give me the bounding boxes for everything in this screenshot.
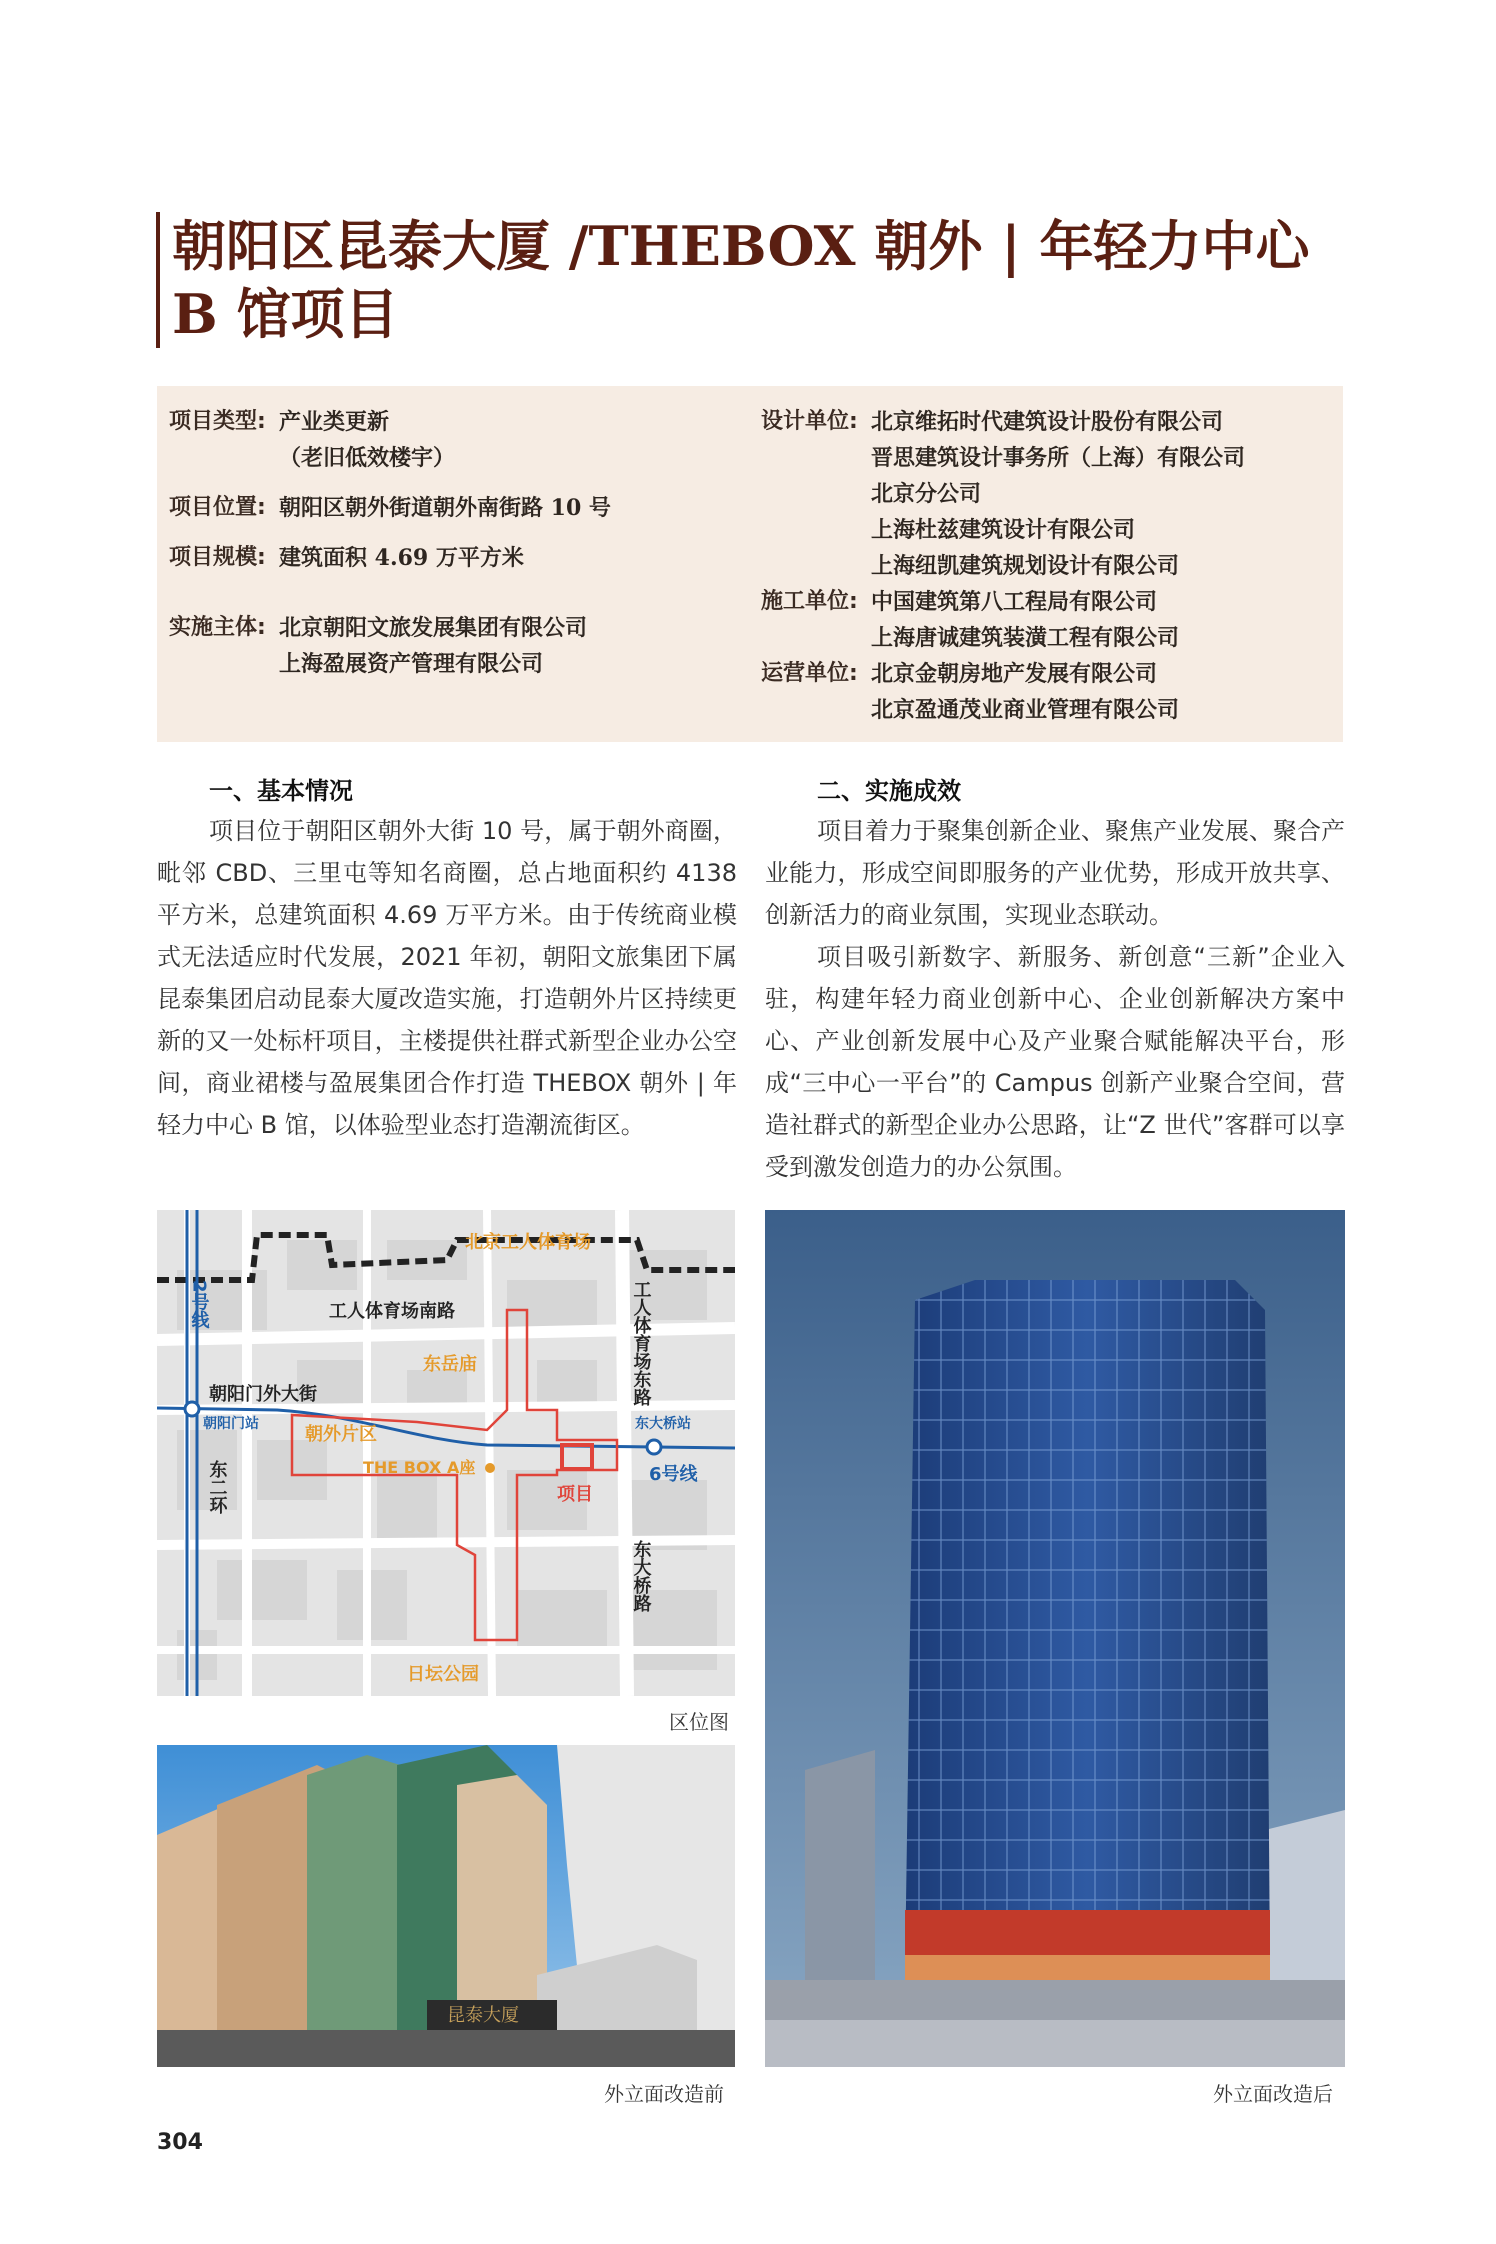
section-heading: 一、基本情况 — [209, 777, 353, 805]
info-value: 北京朝阳文旅发展集团有限公司 — [279, 615, 588, 641]
info-label: 项目规模: — [169, 545, 266, 570]
map-label-thebox: THE BOX A座 — [363, 1458, 476, 1477]
info-value: 产业类更新 — [279, 409, 390, 435]
section-heading: 二、实施成效 — [817, 777, 961, 805]
info-column-left — [169, 404, 611, 682]
map-label-chaoyangmen-station: 朝阳门站 — [203, 1416, 259, 1432]
info-value: 北京维拓时代建筑设计股份有限公司 — [871, 409, 1224, 435]
photo-after-caption: 外立面改造后 — [1213, 2082, 1333, 2106]
map-label-ring2: 东二环 — [206, 1460, 228, 1514]
project-info-box — [157, 386, 1343, 742]
info-column-right — [761, 404, 1245, 728]
map-label-dongyue: 东岳庙 — [423, 1354, 477, 1375]
info-value: 上海盈展资产管理有限公司 — [279, 651, 544, 677]
photo-before-caption: 外立面改造前 — [604, 2082, 724, 2106]
map-label-area: 朝外片区 — [305, 1424, 377, 1445]
info-label: 运营单位: — [761, 661, 858, 686]
photo-facade-before — [157, 1745, 735, 2067]
info-row-operator — [761, 656, 1245, 728]
photo-facade-after — [765, 1210, 1345, 2067]
map-label-east-road: 工人体育场东路 — [630, 1280, 652, 1406]
station-dongdaqiao-icon — [647, 1440, 661, 1454]
location-map — [157, 1210, 735, 1696]
map-caption: 区位图 — [669, 1710, 729, 1734]
station-chaoyangmen-icon — [185, 1402, 199, 1416]
info-row-designer — [761, 404, 1245, 584]
info-row-implementer — [169, 610, 611, 682]
map-label-chaoyangmen-street: 朝阳门外大街 — [209, 1384, 317, 1405]
info-value: 北京金朝房地产发展有限公司 — [871, 661, 1158, 687]
info-value: 朝阳区朝外街道朝外南街路 10 号 — [279, 495, 611, 521]
map-label-dongdaqiao-station: 东大桥站 — [635, 1416, 691, 1432]
page-number: 304 — [157, 2130, 203, 2155]
info-label: 项目位置: — [169, 495, 266, 520]
info-value: 中国建筑第八工程局有限公司 — [871, 589, 1158, 615]
map-label-stadium: 北京工人体育场 — [465, 1232, 591, 1253]
thebox-marker — [485, 1463, 495, 1473]
info-label: 实施主体: — [169, 615, 266, 640]
section-basic-info — [157, 772, 737, 1146]
section-results — [765, 772, 1345, 1188]
info-value: 建筑面积 4.69 万平方米 — [279, 545, 524, 571]
photo-after-graphic — [765, 1210, 1345, 2067]
page-title — [156, 212, 1372, 348]
map-graphic — [157, 1210, 735, 1696]
info-value: 上海杜兹建筑设计有限公司 — [871, 517, 1136, 543]
section-paragraph: 项目吸引新数字、新服务、新创意“三新”企业入驻，构建年轻力商业创新中心、企业创新解决方案中心、产业创新发展中心及产业聚合赋能解决平台，形成“三中心一平台”的 Campus 创新产业聚合空间，营造社群式的新型企业办公思路，让“Z 世代”客群可以享受到激发创造力的办公氛围。 — [765, 943, 1345, 1181]
building-sign: 昆泰大厦 — [447, 2005, 519, 2026]
photo-before-graphic — [157, 1745, 735, 2067]
map-label-line2: 2号线 — [188, 1280, 210, 1329]
info-value: 北京分公司 — [871, 481, 982, 507]
info-row-type — [169, 404, 611, 476]
map-label-dongdaqiao-road: 东大桥路 — [630, 1540, 652, 1612]
info-value: 晋思建筑设计事务所（上海）有限公司 — [871, 445, 1246, 471]
map-label-line6: 6号线 — [649, 1464, 698, 1485]
info-label: 设计单位: — [761, 409, 858, 434]
info-row-location — [169, 490, 611, 526]
map-label-project: 项目 — [557, 1484, 593, 1505]
info-value: （老旧低效楼宇） — [279, 445, 456, 471]
map-label-south-road: 工人体育场南路 — [329, 1301, 455, 1322]
map-label-ritan: 日坛公园 — [407, 1664, 479, 1685]
info-row-constructor — [761, 584, 1245, 656]
info-value: 北京盈通茂业商业管理有限公司 — [871, 697, 1180, 723]
info-value: 上海纽凯建筑规划设计有限公司 — [871, 553, 1180, 579]
info-row-scale — [169, 540, 611, 576]
info-value: 上海唐诚建筑装潢工程有限公司 — [871, 625, 1180, 651]
section-paragraph: 项目位于朝阳区朝外大街 10 号，属于朝外商圈，毗邻 CBD、三里屯等知名商圈，总占地面积约 4138 平方米，总建筑面积 4.69 万平方米。由于传统商业模式无法适应时代发展，2021 年初，朝阳文旅集团下属昆泰集团启动昆泰大厦改造实施，打造朝外片区持续更新的又一处标杆项目，主楼提供社群式新型企业办公空间，商业裙楼与盈展集团合作打造 THEBOX 朝外 | 年轻力中心 B 馆，以体验型业态打造潮流街区。 — [157, 817, 737, 1139]
info-label: 项目类型: — [169, 409, 266, 434]
title-line-1: 朝阳区昆泰大厦 /THEBOX 朝外 | 年轻力中心 — [172, 214, 1310, 278]
info-label: 施工单位: — [761, 589, 858, 614]
project-marker — [562, 1445, 592, 1469]
section-paragraph: 项目着力于聚集创新企业、聚焦产业发展、聚合产业能力，形成空间即服务的产业优势，形成开放共享、创新活力的商业氛围，实现业态联动。 — [765, 817, 1345, 929]
title-line-2: B 馆项目 — [172, 282, 399, 346]
